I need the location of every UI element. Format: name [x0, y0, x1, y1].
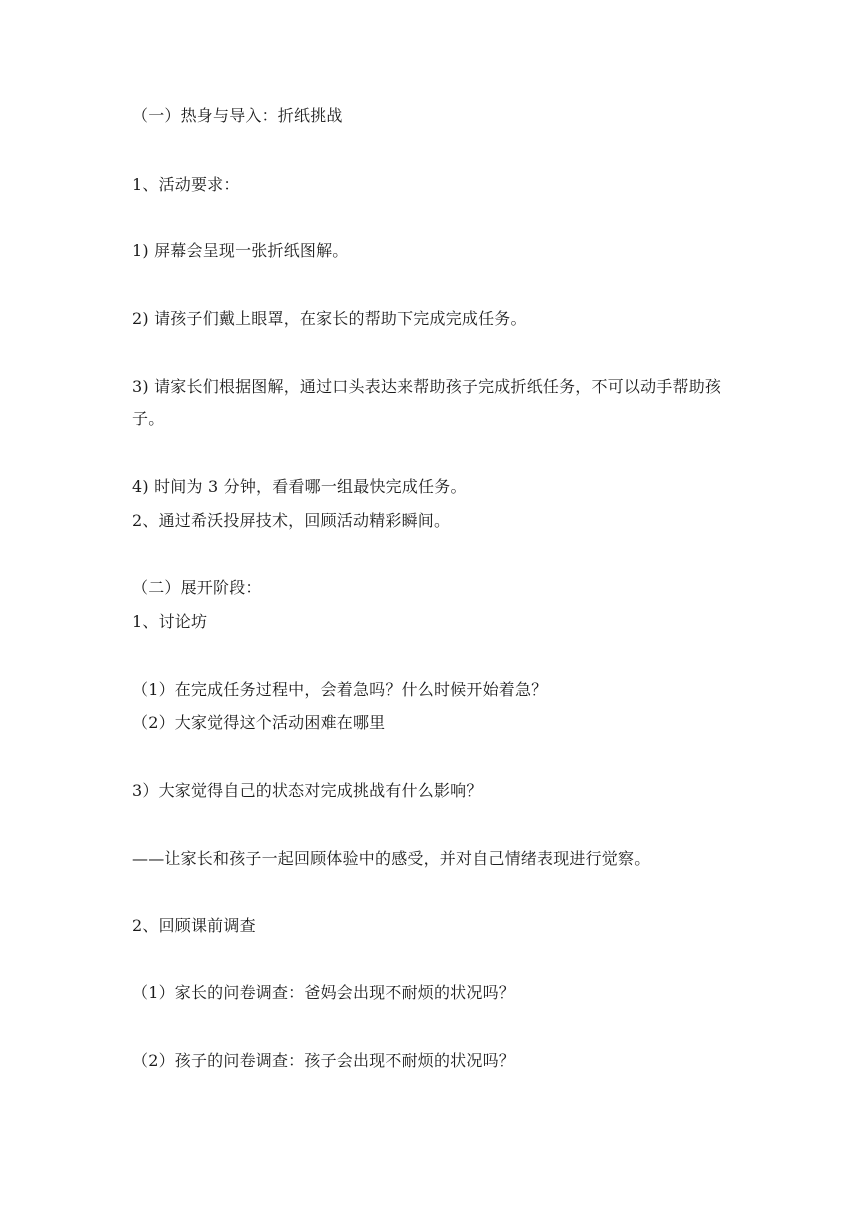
requirement-item-2: 2) 请孩子们戴上眼罩，在家长的帮助下完成完成任务。 [132, 309, 527, 328]
requirement-item-3: 3) 请家长们根据图解，通过口头表达来帮助孩子完成折纸任务，不可以动手帮助孩子。 [132, 377, 722, 428]
review-moments-line: 2、通过希沃投屏技术，回顾活动精彩瞬间。 [132, 511, 451, 530]
survey-child-question: （2）孩子的问卷调查：孩子会出现不耐烦的状况吗？ [132, 1051, 515, 1070]
section-heading-expansion: （二）展开阶段： [132, 578, 262, 597]
discussion-summary: ——让家长和孩子一起回顾体验中的感受，并对自己情绪表现进行觉察。 [132, 849, 651, 868]
section-heading-warmup: （一）热身与导入：折纸挑战 [132, 106, 343, 125]
requirement-item-4: 4) 时间为 3 分钟，看看哪一组最快完成任务。 [132, 477, 467, 496]
activity-requirements-heading: 1、活动要求： [132, 175, 240, 194]
requirement-item-1: 1) 屏幕会呈现一张折纸图解。 [132, 241, 349, 260]
discussion-question-1: （1）在完成任务过程中，会着急吗？什么时候开始着急？ [132, 680, 548, 699]
discussion-question-2: （2）大家觉得这个活动困难在哪里 [132, 713, 386, 732]
survey-parent-question: （1）家长的问卷调查：爸妈会出现不耐烦的状况吗？ [132, 983, 515, 1002]
survey-review-heading: 2、回顾课前调查 [132, 916, 256, 935]
discussion-heading: 1、讨论坊 [132, 612, 208, 631]
discussion-question-3: 3）大家觉得自己的状态对完成挑战有什么影响？ [132, 781, 483, 800]
